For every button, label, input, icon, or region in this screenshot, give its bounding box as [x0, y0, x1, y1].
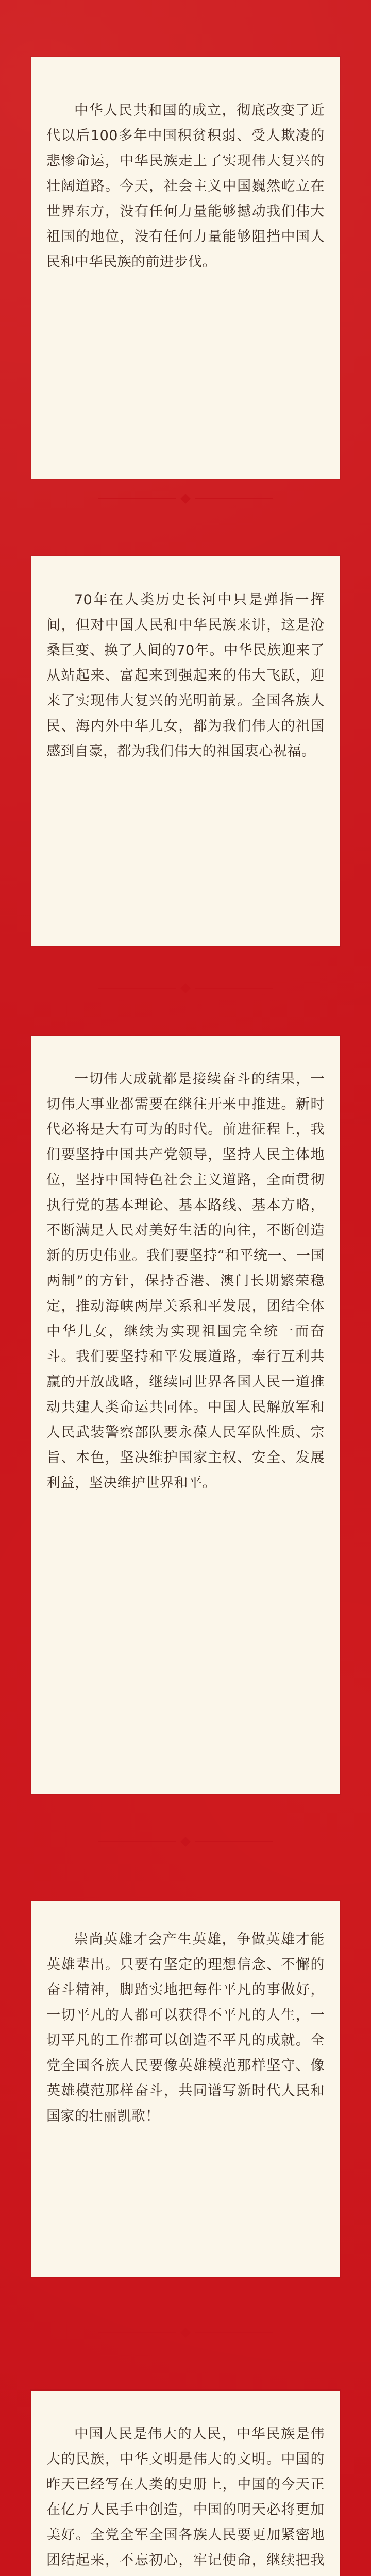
divider-line	[195, 2332, 273, 2333]
divider-3	[31, 1832, 340, 1852]
divider-line	[98, 498, 176, 499]
divider-line	[98, 1841, 176, 1842]
paragraph-5: 中国人民是伟大的人民，中华民族是伟大的民族，中华文明是伟大的文明。中国的昨天已经写在人类的史册上，中国的今天正在亿万人民手中创造，中国的明天必将更加美好。全党全军全国各族人民要更加紧密地团结起来，不忘初心，牢记使命，继续把我	[46, 2426, 325, 2568]
divider-4	[31, 2323, 340, 2343]
divider-line	[195, 988, 273, 989]
divider-line	[195, 498, 273, 499]
text-card-3	[31, 1036, 340, 1794]
divider-line	[195, 1841, 273, 1842]
diamond-icon	[180, 983, 191, 993]
divider-2	[31, 978, 340, 998]
paragraph-3: 一切伟大成就都是接续奋斗的结果，一切伟大事业都需要在继往开来中推进。新时代必将是大有可为的时代。前进征程上，我们要坚持中国共产党领导，坚持人民主体地位，坚持中国特色社会主义道路，全面贯彻执行党的基本理论、基本路线、基本方略，不断满足人民对美好生活的向往，不断创造新的历史伟业。我们要坚持“和平统一、一国两制”的方针，保持香港、澳门长期繁荣稳定，推动海峡两岸关系和平发展，团结全体中华儿女，继续为实现祖国完全统一而奋斗。我们要坚持和平发展道路，奉行互利共赢的开放战略，继续同世界各国人民一道推动共建人类命运共同体。中国人民解放军和人民武装警察部队要永葆人民军队性质、宗旨、本色，坚决维护国家主权、安全、发展利益，坚决维护世界和平。	[46, 1071, 325, 1491]
paragraph-2: 70年在人类历史长河中只是弹指一挥间，但对中国人民和中华民族来讲，这是沧桑巨变、换了人间的70年。中华民族迎来了从站起来、富起来到强起来的伟大飞跃，迎来了实现伟大复兴的光明前景。全国各族人民、海内外中华儿女，都为我们伟大的祖国感到自豪，都为我们伟大的祖国衷心祝福。	[46, 592, 325, 759]
text-card-5	[31, 2391, 340, 2576]
paragraph-4: 崇尚英雄才会产生英雄，争做英雄才能英雄辈出。只要有坚定的理想信念、不懈的奋斗精神，脚踏实地把每件平凡的事做好，一切平凡的人都可以获得不平凡的人生，一切平凡的工作都可以创造不平凡的成就。全党全国各族人民要像英雄模范那样坚守、像英雄模范那样奋斗，共同谱写新时代人民和国家的壮丽凯歌！	[46, 1931, 325, 2124]
paragraph-1: 中华人民共和国的成立，彻底改变了近代以后100多年中国积贫积弱、受人欺凌的悲惨命运，中华民族走上了实现伟大复兴的壮阔道路。今天，社会主义中国巍然屹立在世界东方，没有任何力量能够撼动我们伟大祖国的地位，没有任何力量能够阻挡中国人民和中华民族的前进步伐。	[46, 103, 325, 270]
text-card-1	[31, 57, 340, 479]
diamond-icon	[180, 494, 191, 504]
diamond-icon	[180, 2328, 191, 2338]
divider-1	[31, 488, 340, 509]
text-card-2	[31, 556, 340, 946]
diamond-icon	[180, 1837, 191, 1847]
text-card-4	[31, 1901, 340, 2277]
divider-line	[98, 988, 176, 989]
divider-line	[98, 2332, 176, 2333]
